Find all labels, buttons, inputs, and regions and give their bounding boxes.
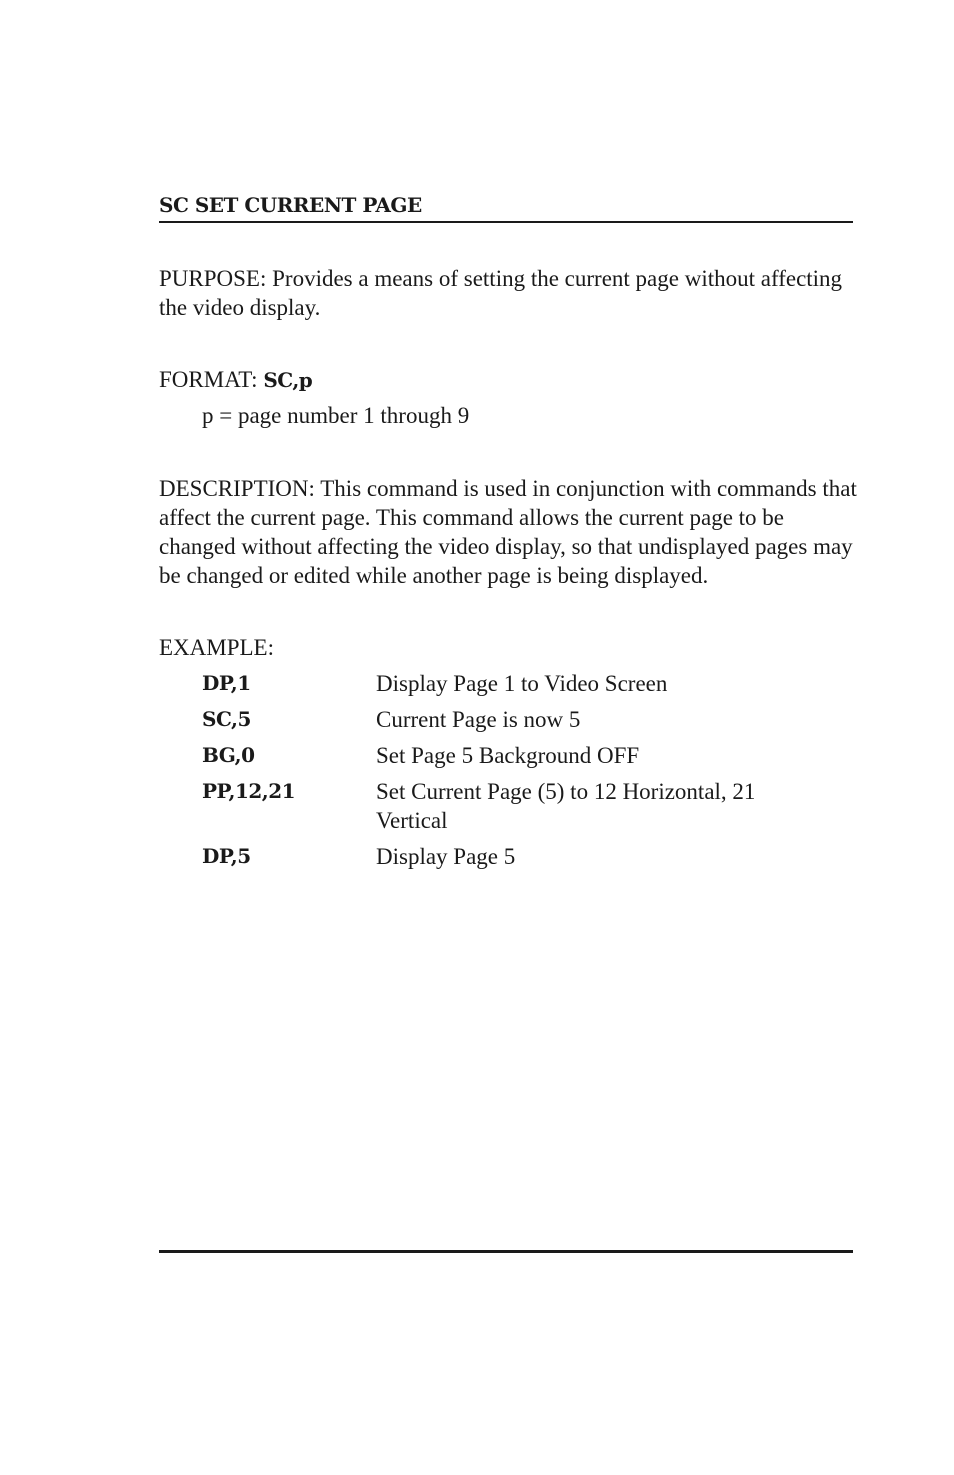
example-code: DP,5 [202, 844, 251, 868]
example-description: Set Current Page (5) to 12 Horizontal, 21 Vertical [376, 779, 756, 833]
example-description: Display Page 5 [376, 844, 516, 869]
purpose-label: PURPOSE: [159, 266, 267, 291]
description-paragraph [159, 474, 859, 590]
section-heading: SC SET CURRENT PAGE [159, 193, 422, 217]
example-code: SC,5 [202, 707, 251, 731]
example-code: BG,0 [202, 743, 255, 767]
purpose-paragraph [159, 264, 859, 322]
format-line [159, 365, 859, 395]
format-command: SC,p [263, 368, 313, 392]
manual-page [159, 0, 857, 1475]
example-description: Set Page 5 Background OFF [376, 743, 640, 768]
purpose-text: Provides a means of setting the current page without affecting the video display. [159, 266, 843, 320]
format-label: FORMAT: [159, 367, 258, 392]
description-text: This command is used in conjunction with commands that affect the current page. This command allows the current page to be changed without affecting the video display, so that undisplayed pages may be changed or edited while another page is being displayed. [159, 476, 857, 588]
format-parameter: p = page number 1 through 9 [202, 403, 470, 428]
example-code: DP,1 [202, 671, 251, 695]
example-label: EXAMPLE: [159, 635, 274, 660]
example-code: PP,12,21 [202, 779, 296, 803]
footer-rule [159, 1250, 853, 1253]
description-label: DESCRIPTION: [159, 476, 315, 501]
heading-rule [159, 221, 853, 223]
example-description: Display Page 1 to Video Screen [376, 671, 668, 696]
example-description: Current Page is now 5 [376, 707, 581, 732]
